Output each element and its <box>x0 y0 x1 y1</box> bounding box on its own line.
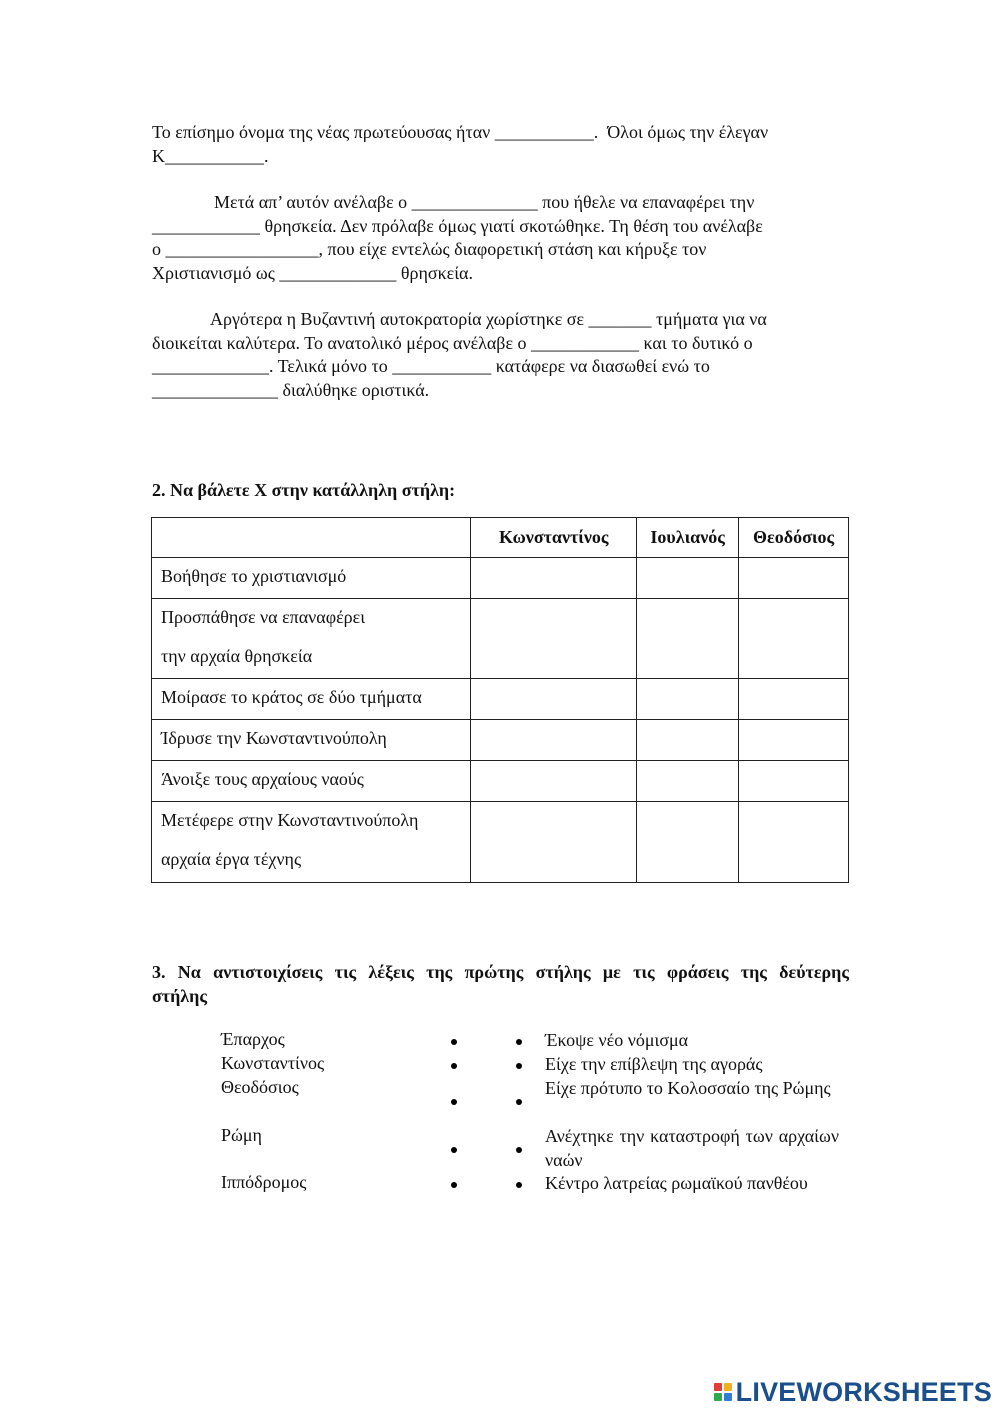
row-label-line: Μετέφερε στην Κωνσταντινούπολη <box>161 810 419 830</box>
answer-cell[interactable] <box>739 720 849 761</box>
match-left-word: Ιππόδρομος <box>221 1172 307 1192</box>
answer-cell[interactable] <box>471 558 637 599</box>
match-right-phrase: Ανέχτηκε την καταστροφή των αρχαίων ναών <box>545 1126 839 1170</box>
table-row <box>152 802 849 883</box>
text-line: Χριστιανισμό ως _____________ θρησκεία. <box>152 262 473 283</box>
match-right-dot[interactable] <box>516 1099 522 1105</box>
section3-title-line: στήλης <box>152 985 207 1006</box>
answer-cell[interactable] <box>739 558 849 599</box>
logo-square <box>714 1393 722 1401</box>
answer-cell[interactable] <box>471 720 637 761</box>
row-label <box>152 802 471 883</box>
answer-cell[interactable] <box>471 679 637 720</box>
paragraph-successors <box>152 191 847 285</box>
table-header-row <box>152 518 849 558</box>
match-right-dot[interactable] <box>516 1147 522 1153</box>
logo-square <box>714 1383 722 1391</box>
answer-cell[interactable] <box>739 599 849 679</box>
answer-cell[interactable] <box>637 802 739 883</box>
table-row <box>152 599 849 679</box>
text-line: Αργότερα η Βυζαντινή αυτοκρατορία χωρίστηκε σε _______ τμήματα για να <box>210 309 767 329</box>
logo-square <box>724 1383 732 1391</box>
answer-cell[interactable] <box>637 679 739 720</box>
column-header-ioulianos: Ιουλιανός <box>637 518 739 558</box>
row-label-line: αρχαία έργα τέχνης <box>161 849 302 869</box>
column-header-theodosios: Θεοδόσιος <box>739 518 849 558</box>
match-right-dot[interactable] <box>516 1039 522 1045</box>
match-right-phrase: Κέντρο λατρείας ρωμαϊκού πανθέου <box>545 1173 808 1193</box>
answer-cell[interactable] <box>471 802 637 883</box>
liveworksheets-logo-icon <box>714 1383 732 1401</box>
section2-title: 2. Να βάλετε Χ στην κατάλληλη στήλη: <box>152 480 456 500</box>
answer-cell[interactable] <box>637 599 739 679</box>
match-right-dot[interactable] <box>516 1182 522 1188</box>
logo-square <box>724 1393 732 1401</box>
match-left-dot[interactable] <box>451 1039 457 1045</box>
match-left-dot[interactable] <box>451 1182 457 1188</box>
row-label-line: Προσπάθησε να επαναφέρει <box>161 607 366 627</box>
match-left-word: Ρώμη <box>221 1125 262 1145</box>
answer-cell[interactable] <box>739 761 849 802</box>
row-label <box>152 599 471 679</box>
text-line: ο _________________, που είχε εντελώς διαφορετική στάση και κήρυξε τον <box>152 239 707 259</box>
answer-cell[interactable] <box>637 761 739 802</box>
text-line: Κ___________. <box>152 145 269 166</box>
text-line: Το επίσημο όνομα της νέας πρωτεύουσας ήταν ___________. Όλοι όμως την έλεγαν <box>152 122 769 142</box>
paragraph-capital <box>152 121 847 168</box>
row-label-line: την αρχαία θρησκεία <box>161 646 313 666</box>
match-right-phrase: Είχε πρότυπο το Κολοσσαίο της Ρώμης <box>545 1078 831 1098</box>
row-label: Βοήθησε το χριστιανισμό <box>152 558 471 599</box>
row-label: Ίδρυσε την Κωνσταντινούπολη <box>152 720 471 761</box>
match-left-dot[interactable] <box>451 1063 457 1069</box>
table-row <box>152 679 849 720</box>
answer-cell[interactable] <box>471 599 637 679</box>
table-row <box>152 761 849 802</box>
match-right-dot[interactable] <box>516 1063 522 1069</box>
section3-title-line: 3. Να αντιστοιχίσεις τις λέξεις της πρώτης στήλης με τις φράσεις της δεύτερης <box>152 962 849 982</box>
paragraph-division <box>152 308 847 402</box>
answer-cell[interactable] <box>739 679 849 720</box>
liveworksheets-logo <box>714 1377 992 1407</box>
column-header-konstantinos: Κωνσταντίνος <box>471 518 637 558</box>
text-line: ____________ θρησκεία. Δεν πρόλαβε όμως γιατί σκοτώθηκε. Τη θέση του ανέλαβε <box>152 215 763 236</box>
answer-cell[interactable] <box>471 761 637 802</box>
answer-cell[interactable] <box>637 720 739 761</box>
text-line: _____________. Τελικά μόνο το ___________ κατάφερε να διασωθεί ενώ το <box>152 356 710 376</box>
match-left-dot[interactable] <box>451 1099 457 1105</box>
answer-cell[interactable] <box>637 558 739 599</box>
section3-title <box>152 961 849 1008</box>
match-left-word: Κωνσταντίνος <box>221 1053 325 1073</box>
match-left-word: Έπαρχος <box>221 1029 285 1049</box>
row-label: Άνοιξε τους αρχαίους ναούς <box>152 761 471 802</box>
table-row <box>152 558 849 599</box>
match-left-word: Θεοδόσιος <box>221 1077 299 1097</box>
text-line: Μετά απ’ αυτόν ανέλαβε ο ______________ που ήθελε να επαναφέρει την <box>214 192 755 212</box>
logo-text: LIVEWORKSHEETS <box>735 1376 992 1407</box>
match-right-phrase: Έκοψε νέο νόμισμα <box>545 1030 689 1050</box>
match-right-phrase: Είχε την επίβλεψη της αγοράς <box>545 1054 763 1074</box>
emperor-table <box>151 517 849 883</box>
table-corner-cell <box>152 518 471 558</box>
answer-cell[interactable] <box>739 802 849 883</box>
text-line: διοικείται καλύτερα. Το ανατολικό μέρος ανέλαβε ο ____________ και το δυτικό ο <box>152 332 753 353</box>
text-line: ______________ διαλύθηκε οριστικά. <box>152 379 430 400</box>
row-label: Μοίρασε το κράτος σε δύο τμήματα <box>152 679 471 720</box>
table-row <box>152 720 849 761</box>
match-left-dot[interactable] <box>451 1147 457 1153</box>
